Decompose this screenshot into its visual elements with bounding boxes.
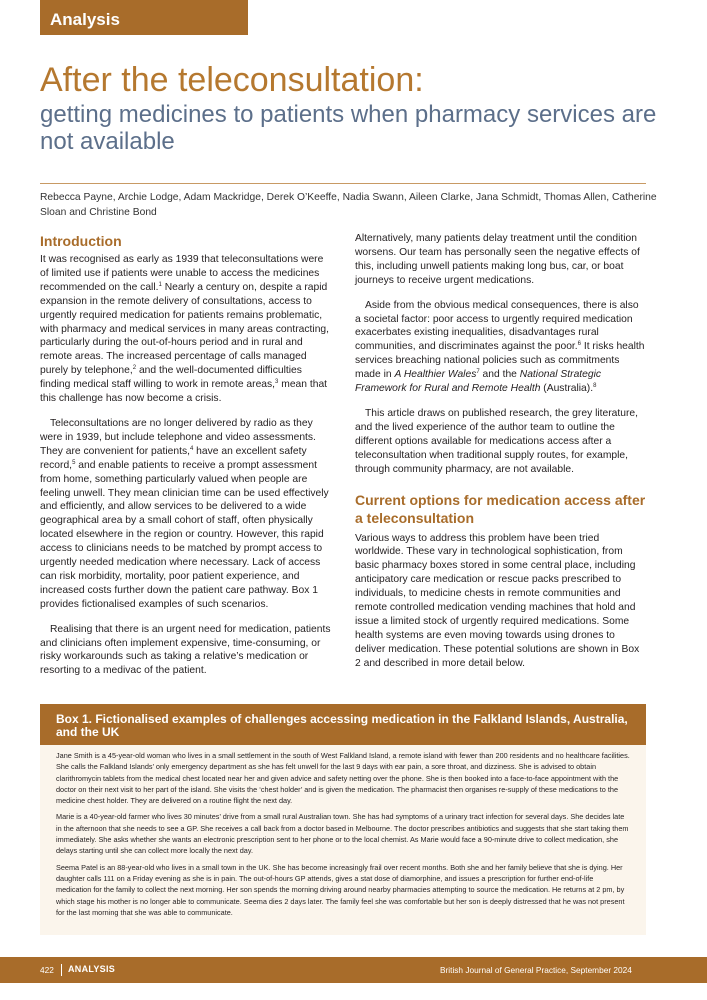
reference-6[interactable]: 6 <box>577 341 581 348</box>
section-label: Analysis <box>40 0 248 35</box>
author-list: Rebecca Payne, Archie Lodge, Adam Mackridge, Derek O’Keeffe, Nadia Swann, Aileen Clarke, Jana Schmidt, Thomas Allen, Catherine Sloan and Christine Bond <box>40 192 657 218</box>
reference-1[interactable]: 1 <box>158 281 162 288</box>
footer-section-label: ANALYSIS <box>68 964 116 974</box>
reference-7[interactable]: 7 <box>476 369 480 376</box>
reference-5[interactable]: 5 <box>72 459 76 466</box>
journal-citation: British Journal of General Practice, September 2024 <box>440 965 632 975</box>
article-title: After the teleconsultation: <box>40 61 424 99</box>
introduction-heading: Introduction <box>40 233 122 249</box>
page-footer <box>0 957 707 983</box>
reference-3[interactable]: 3 <box>275 379 279 386</box>
reference-4[interactable]: 4 <box>189 445 194 452</box>
footer-divider <box>61 964 62 976</box>
box-1-body <box>40 745 646 918</box>
intro-paragraph-2: Teleconsultations are no longer delivered by radio as they were in 1939, but include telephone and video assessments. They are convenient for patients,$^4$ have an excellent safety record,$^5$ and enable patients to receive a prompt assessment from home, something particularly valued when people are feeling unwell. They mean clinician time can be used effectively and efficiently, and allow services to be delivered to a wide geographical area by a small cohort of staff, often physically located elsewhere in the region or country. However, this rapid access to clinicians needs to be matched by prompt access to urgently needed medication where necessary. Lack of access can risk morbidity, mortality, poor patient experience, and increased costs further down the patient care pathway. Box 1 provides fictionalised examples of such scenarios. <box>40 417 329 610</box>
intro-paragraph-6: This article draws on published research, the grey literature, and the lived experience of the author team to outline the different options available for medications access after a teleconsultation when traditional supply routes, for example, through community pharmacy, are not available. <box>355 407 638 475</box>
intro-paragraph-3: Realising that there is an urgent need for medication, patients and clinicians often implement expensive, time-consuming, or risky workarounds such as taking a relative’s medication or resorting to a medivac of the patient. <box>40 623 331 677</box>
article-subtitle: getting medicines to patients when pharmacy services are not available <box>40 101 657 155</box>
left-column <box>40 232 332 689</box>
box-1 <box>40 704 646 935</box>
box-1-case-australia: Marie is a 40-year-old farmer who lives 30 minutes’ drive from a small rural Australian town. She has had symptoms of a urinary tract infection for several days. She decides late in the afternoon that she needs to see a GP. She receives a call back from a doctor based in Melbourne. The doctor prescribes antibiotics and suggests that she start taking them immediately. She asks whether she wants an electronic prescription sent to her phone or to the local chemist. As Marie would face a 90-minute drive to collect medication, she delays starting until she can collect more locally the next day. <box>56 812 629 856</box>
box-1-case-uk: Seema Patel is an 88-year-old who lives in a small town in the UK. She has become increasingly frail over recent months. Both she and her family believe that she is dying. Her daughter calls 111 on a Friday evening as she is in pain. The out-of-hours GP attends, gives a stat dose of diamorphine, and issues a prescription for further end-of-life medication for the family to collect the next morning. Her son spends the morning driving around nearby pharmacies attempting to source the medication. He returns at 2 pm, by which stage his mother is no longer able to communicate. Seema dies 2 days later. The family feel she was comfortable but her son is deeply distressed that he was not present for the last morning that she was able to communicate. <box>56 862 625 917</box>
intro-paragraph-5: Aside from the obvious medical consequences, there is also a societal factor: poor access to urgently required medication exacerbates existing inequalities, disadvantages rural communities, and discriminates against the poor.$^6$ It risks health services breaching national policies such as commitments made in A Healthier Wales$^7$ and the National Strategic Framework for Rural and Remote Health (Australia).$^8$ <box>355 299 645 395</box>
current-options-heading: Current options for medication access after a teleconsultation <box>355 491 646 526</box>
page-number: 422 <box>40 965 54 975</box>
reference-2[interactable]: 2 <box>132 365 137 372</box>
box-1-case-falklands: Jane Smith is a 45-year-old woman who lives in a small settlement in the south of West Falkland Island, a remote island with fewer than 200 residents and no healthcare facilities. She calls the Falkland Islands’ only emergency department as she has felt unwell for the last 9 days with ear pain, a sore throat, and dizziness. She is advised to obtain clarithromycin tablets from the medical chest located near her and given advice and safety netting over the phone. She is then booked into a face-to-face appointment with the doctor on their next visit to her part of the island. She visits the ‘chest holder’ and is given the medication. The pharmacist then organises re-supply of these medications to the medicine chest holder. They are delivered on a routine flight the next day. <box>56 751 630 806</box>
right-column <box>355 232 647 682</box>
reference-8[interactable]: 8 <box>593 383 597 390</box>
title-divider <box>40 183 646 184</box>
current-options-paragraph-1: Various ways to address this problem have been tried worldwide. These vary in technological sophistication, from basic pharmacy boxes stored in some central place, including anticipatory care medication or rescue packs prescribed to individuals, to medicine chests in remote communities and remote controlled medication vending machines that hold and issue a limited stock of urgently required medications. Some health systems are even moving towards using drones to deliver medication. These potential solutions are shown in Box 2 and described in more detail below. <box>355 532 640 669</box>
intro-paragraph-1: It was recognised as early as 1939 that teleconsultations were of limited use if patients were unable to access the medicines recommended on the call.$^1$ Nearly a century on, despite a rapid expansion in the remote delivery of consultations, access to urgently required medication for patients remains problematic, with pharmacy and medical services in many areas contracting, particularly during the out-of-hours period and in rural and remote areas. The increased percentage of calls managed purely by telephone,$^2$ and the well-documented difficulties finding medical staff willing to work in remote areas,$^3$ mean that this challenge has now become a crisis. <box>40 254 330 405</box>
box-1-title: Box 1. Fictionalised examples of challenges accessing medication in the Falkland Islands, Australia, and the UK <box>40 704 646 745</box>
intro-paragraph-4: Alternatively, many patients delay treatment until the condition worsens. Our team has personally seen the negative effects of this, including unwell patients making long bus, car, or boat journeys to receive urgent medications. <box>355 233 640 286</box>
